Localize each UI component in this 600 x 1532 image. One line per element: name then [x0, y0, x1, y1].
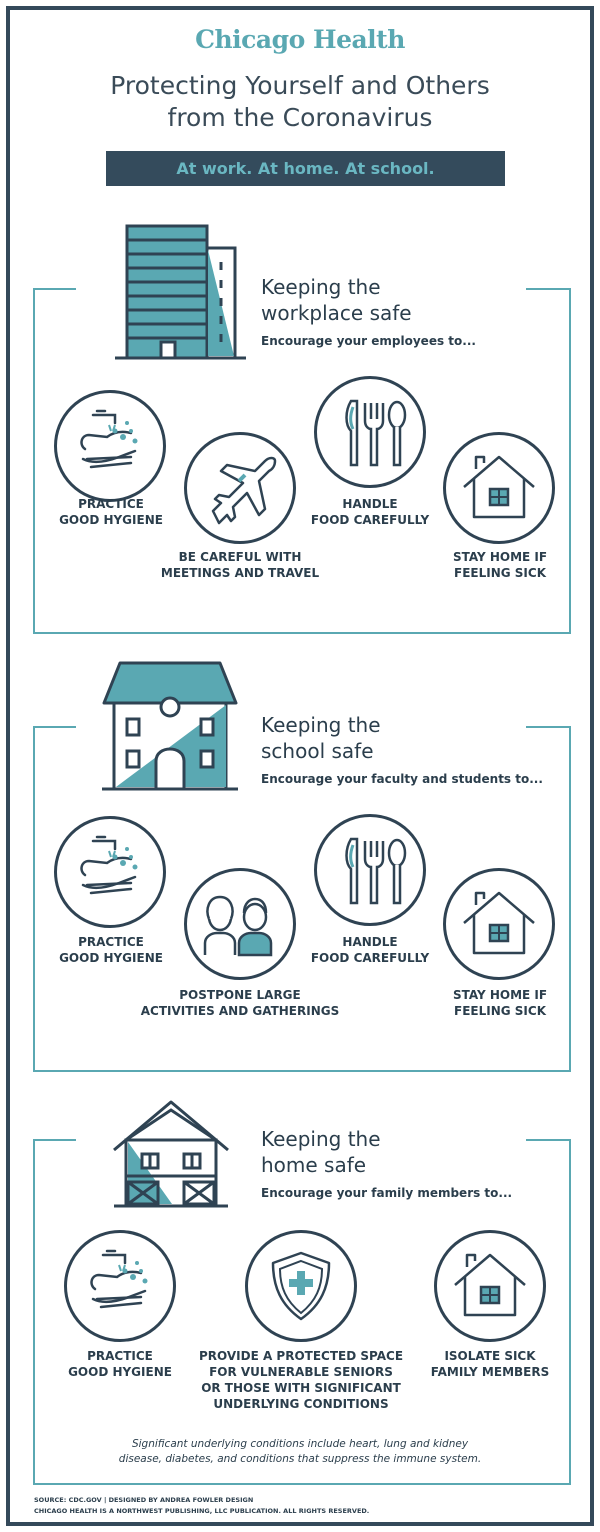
brand-logo: Chicago Health — [195, 25, 405, 54]
school-title: Keeping the school safe — [261, 713, 381, 763]
handwashing-icon — [57, 393, 163, 499]
page-title — [0, 70, 600, 134]
people-icon — [187, 871, 293, 977]
school-item-1-label: PRACTICE GOOD HYGIENE — [59, 935, 163, 965]
school-subtitle: Encourage your faculty and students to... — [261, 772, 543, 786]
page-title-line1: Protecting Yourself and Others — [110, 71, 490, 100]
workplace-home-circle — [443, 432, 555, 544]
school-item-4-label: STAY HOME IF FEELING SICK — [452, 988, 548, 1018]
barn-house-icon — [112, 1098, 230, 1210]
workplace-item-2-label: BE CAREFUL WITH MEETINGS AND TRAVEL — [160, 550, 320, 580]
footer-copyright: CHICAGO HEALTH IS A NORTHWEST PUBLISHING, LLC PUBLICATION. ALL RIGHTS RESERVED. — [34, 1507, 370, 1515]
home-shield-circle — [245, 1230, 357, 1342]
school-item-3-label: HANDLE FOOD CAREFULLY — [310, 935, 430, 965]
home-title: Keeping the home safe — [261, 1127, 381, 1177]
workplace-food-circle — [314, 376, 426, 488]
house-icon — [446, 435, 552, 541]
workplace-subtitle: Encourage your employees to... — [261, 334, 476, 348]
shield-icon — [248, 1233, 354, 1339]
subtitle-banner: At work. At home. At school. — [106, 151, 505, 186]
home-item-2-label: PROVIDE A PROTECTED SPACE FOR VULNERABLE SENIORS OR THOSE WITH SIGNIFICANT UNDERLYING CONDITIONS — [198, 1349, 404, 1411]
page-title-line2: from the Coronavirus — [167, 103, 433, 132]
school-item-2-label: POSTPONE LARGE ACTIVITIES AND GATHERINGS — [140, 988, 340, 1018]
school-hygiene-circle — [54, 816, 166, 928]
home-item-1-label: PRACTICE GOOD HYGIENE — [68, 1349, 172, 1379]
workplace-item-1-label: PRACTICE GOOD HYGIENE — [59, 497, 163, 527]
school-gathering-circle — [184, 868, 296, 980]
home-isolate-circle — [434, 1230, 546, 1342]
utensils-icon — [317, 379, 423, 485]
office-building-icon — [113, 222, 248, 362]
home-subtitle: Encourage your family members to... — [261, 1186, 513, 1200]
workplace-hygiene-circle — [54, 390, 166, 502]
footer-source: SOURCE: CDC.GOV | DESIGNED BY ANDREA FOWLER DESIGN — [34, 1496, 254, 1504]
house-icon — [437, 1233, 543, 1339]
workplace-item-3-label: HANDLE FOOD CAREFULLY — [310, 497, 430, 527]
airplane-icon — [187, 435, 293, 541]
school-home-circle — [443, 868, 555, 980]
house-icon — [446, 871, 552, 977]
underlying-conditions-note: Significant underlying conditions include heart, lung and kidney disease, diabetes, and conditions that suppress the immune system. — [118, 1438, 482, 1465]
home-item-3-label: ISOLATE SICK FAMILY MEMBERS — [430, 1349, 550, 1379]
workplace-title: Keeping the workplace safe — [261, 275, 412, 325]
workplace-item-4-label: STAY HOME IF FEELING SICK — [452, 550, 548, 580]
handwashing-icon — [57, 819, 163, 925]
home-hygiene-circle — [64, 1230, 176, 1342]
workplace-travel-circle — [184, 432, 296, 544]
handwashing-icon — [67, 1233, 173, 1339]
utensils-icon — [317, 817, 423, 923]
school-building-icon — [100, 659, 240, 794]
school-food-circle — [314, 814, 426, 926]
